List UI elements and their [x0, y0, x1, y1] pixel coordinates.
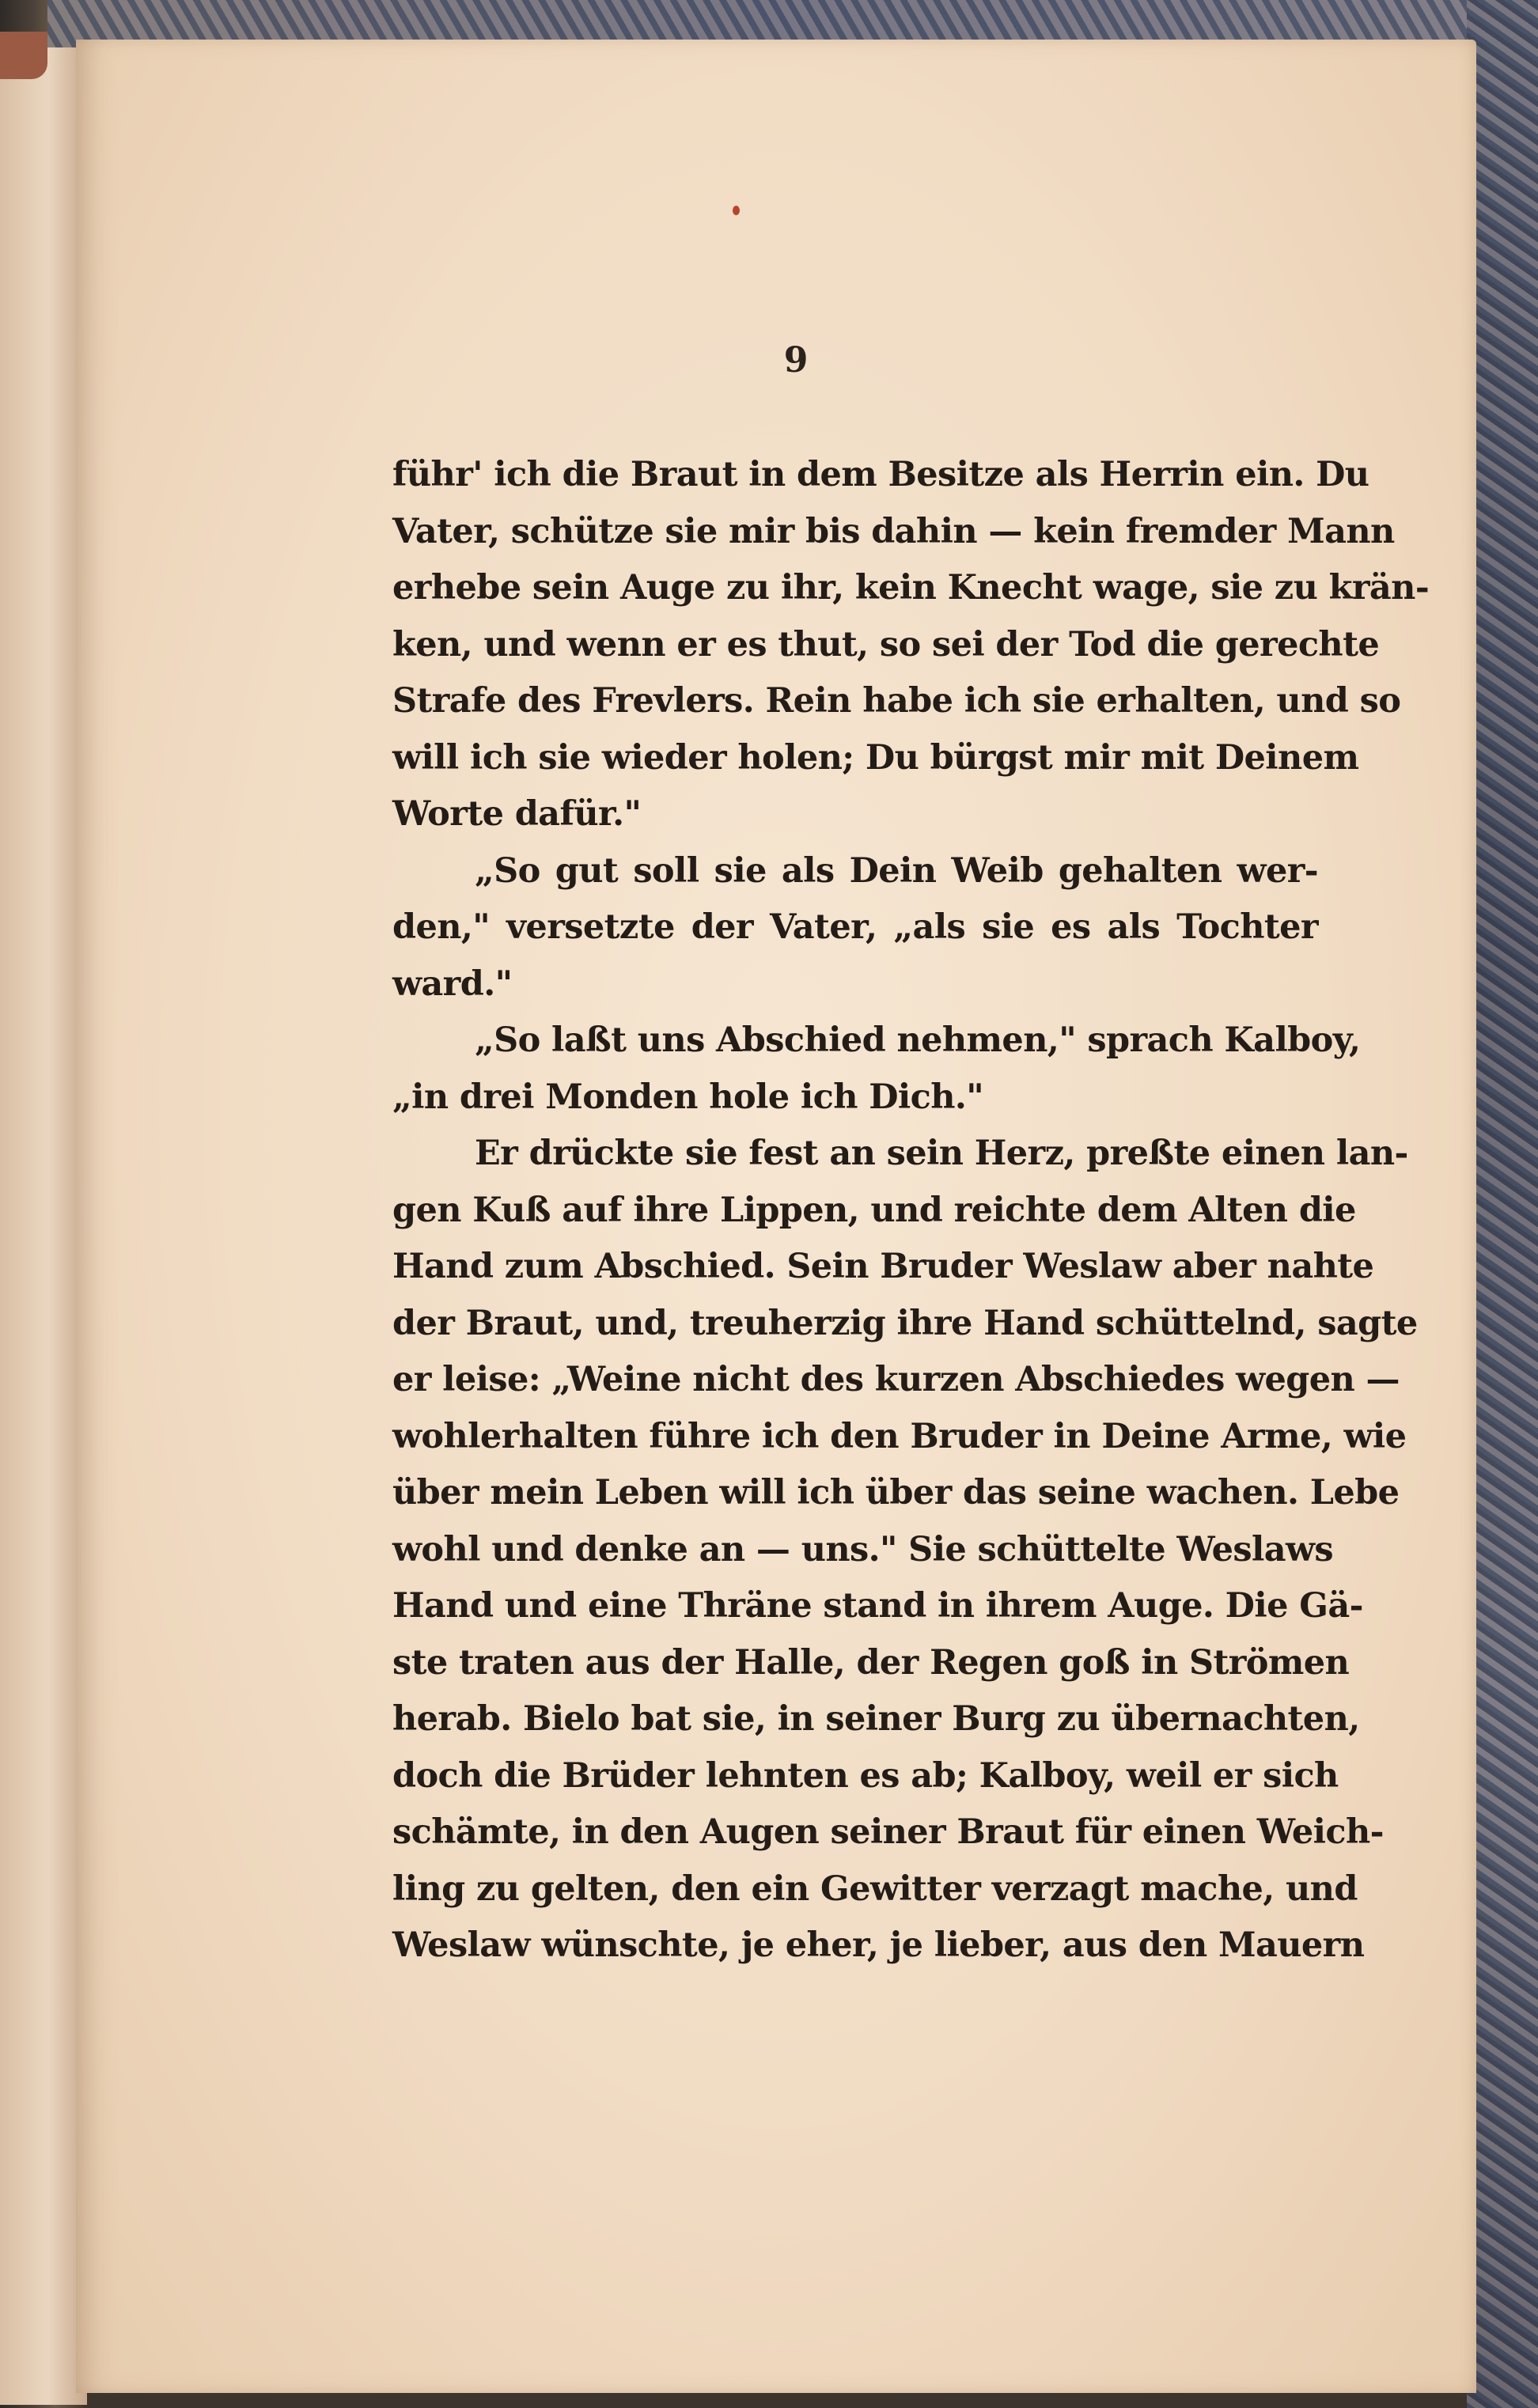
page-number: 9 — [783, 340, 809, 381]
text-line: den," versetzte der Vater, „als sie es als Tochter — [392, 907, 1318, 947]
text-line: Weslaw wünschte, je eher, je lieber, aus den Mauern — [392, 1925, 1365, 1965]
text-line: „So gut soll sie als Dein Weib gehalten wer- — [475, 850, 1318, 891]
page-text — [392, 447, 1430, 1974]
book-page — [76, 40, 1476, 2393]
binding-corner — [0, 32, 47, 79]
text-line: „So laßt uns Abschied nehmen," sprach Kalboy, — [475, 1020, 1361, 1060]
text-line: er leise: „Weine nicht des kurzen Abschiedes wegen — — [392, 1360, 1400, 1399]
text-line: gen Kuß auf ihre Lippen, und reichte dem Alten die — [392, 1190, 1356, 1230]
text-line: führ' ich die Braut in dem Besitze als Herrin ein. Du — [392, 455, 1369, 494]
text-line: Worte dafür." — [392, 794, 642, 834]
text-line: ste traten aus der Halle, der Regen goß in Strömen — [392, 1642, 1350, 1683]
text-line: Hand zum Abschied. Sein Bruder Weslaw aber nahte — [392, 1247, 1374, 1286]
text-line: erhebe sein Auge zu ihr, kein Knecht wage, sie zu krän- — [392, 568, 1430, 608]
text-line: ken, und wenn er es thut, so sei der Tod die gerechte — [392, 624, 1380, 664]
text-line: der Braut, und, treuherzig ihre Hand schüttelnd, sagte — [392, 1303, 1418, 1343]
text-line: will ich sie wieder holen; Du bürgst mir mit Deinem — [392, 737, 1359, 778]
text-line: herab. Bielo bat sie, in seiner Burg zu übernachten, — [392, 1699, 1360, 1739]
text-line: ling zu gelten, den ein Gewitter verzagt mache, und — [392, 1868, 1358, 1909]
text-line: ward." — [392, 964, 513, 1004]
text-line: Hand und eine Thräne stand in ihrem Auge. Die Gä- — [392, 1586, 1363, 1626]
text-line: wohlerhalten führe ich den Bruder in Deine Arme, wie — [392, 1416, 1407, 1456]
text-line: doch die Brüder lehnten es ab; Kalboy, weil er sich — [392, 1755, 1339, 1796]
text-line: Vater, schütze sie mir bis dahin — kein fremder Mann — [392, 511, 1395, 551]
text-line: wohl und denke an — uns." Sie schüttelte Weslaws — [392, 1529, 1333, 1569]
text-line: Er drückte sie fest an sein Herz, preßte einen lan- — [475, 1134, 1408, 1173]
text-line: „in drei Monden hole ich Dich." — [392, 1077, 984, 1117]
text-line: schämte, in den Augen seiner Braut für einen Weich- — [392, 1812, 1384, 1852]
previous-page-edge — [0, 47, 87, 2405]
paper-speck — [733, 206, 740, 215]
marbled-cover-right — [1467, 0, 1538, 2408]
text-line: über mein Leben will ich über das seine wachen. Lebe — [392, 1473, 1400, 1513]
text-line: Strafe des Frevlers. Rein habe ich sie erhalten, und so — [392, 681, 1401, 721]
